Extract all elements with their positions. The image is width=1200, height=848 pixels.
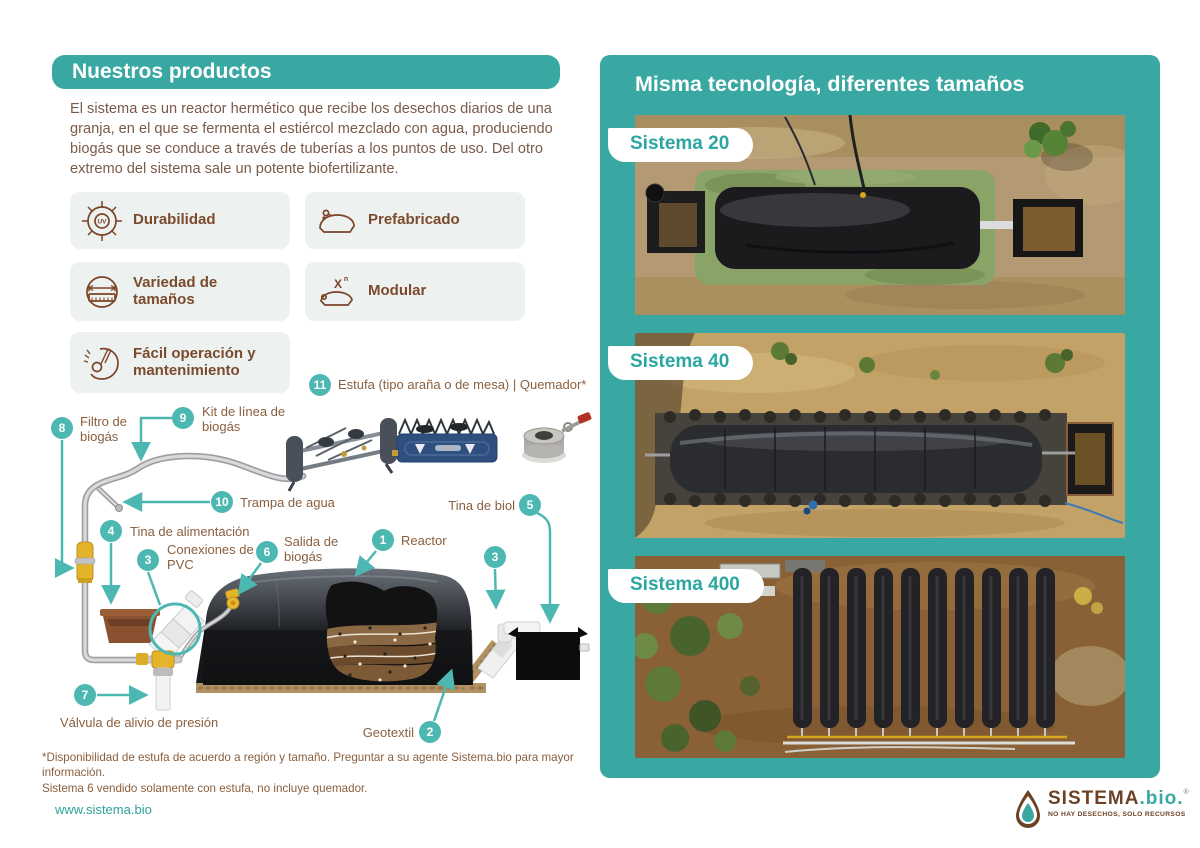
right-section-title: Misma tecnología, diferentes tamaños [635, 72, 1025, 96]
system-diagram [40, 372, 600, 750]
photo-sistema-20 [630, 115, 1125, 315]
callout-label-tina-biol: Tina de biol [448, 498, 515, 513]
uv-sun-icon [80, 199, 124, 243]
burner-photo [522, 412, 592, 463]
feature-durabilidad [70, 192, 290, 249]
left-section-title: Nuestros productos [52, 55, 560, 89]
sistema-40-label: Sistema 40 [608, 346, 753, 380]
callout-label-filtro: Filtro de biogás [80, 414, 127, 445]
logo-suffix: .bio. [1139, 788, 1184, 809]
callout-label-kit-linea: Kit de línea de biogás [202, 404, 286, 435]
callout-label-trampa: Trampa de agua [240, 495, 335, 510]
callout-label-reactor: Reactor [401, 533, 447, 548]
feature-variedad [70, 262, 290, 321]
svg-text:X: X [333, 276, 343, 291]
feature-label: Prefabricado [368, 211, 460, 229]
svg-text:n: n [343, 275, 349, 283]
intro-paragraph: El sistema es un reactor hermético que recibe los desechos diarios de una granja, en el que se fermenta el estiércol mezclado con agua, produciendo biogás que se conduce a través de tuberías a los puntos de uso. Del otro extremo del sistema sale un potente biofertilizante. [70, 101, 553, 177]
feature-label: Durabilidad [133, 211, 216, 229]
sizes-panel [600, 55, 1160, 778]
callout-badge-reactor: 1 [372, 529, 394, 551]
callout-badge-salida: 6 [256, 541, 278, 563]
photo-sistema-40 [630, 333, 1125, 538]
spider-stove-photo [286, 418, 397, 491]
callout-badge-estufa: 11 [309, 374, 331, 396]
callout-label-pvc: Conexiones de PVC [167, 542, 254, 573]
ruler-measure-icon [80, 270, 124, 314]
callout-label-geotextil: Geotextil [362, 725, 414, 740]
feature-prefabricado [305, 192, 525, 249]
logo-tagline: NO HAY DESECHOS, SOLO RECURSOS [1048, 811, 1186, 818]
feature-label: Variedad de tamaños [133, 273, 218, 308]
callout-label-tina-alimentacion: Tina de alimentación [130, 524, 250, 539]
callout-badge-geotextil: 2 [419, 721, 441, 743]
logo-text [1048, 789, 1189, 818]
footnote-line-1: *Disponibilidad de estufa de acuerdo a región y tamaño. Preguntar a su agente Sistema.bio para mayor información. [42, 751, 574, 780]
modular-xn-icon [315, 270, 359, 314]
drop-flame-icon [1014, 789, 1042, 829]
callout-badge-pvc-right: 3 [484, 546, 506, 568]
logo-brand: SISTEMA [1048, 788, 1140, 809]
footnote [42, 750, 608, 796]
callout-badge-tina-biol: 5 [519, 494, 541, 516]
feature-label: Modular [368, 282, 427, 300]
table-stove-photo [392, 420, 497, 462]
feature-modular [305, 262, 525, 321]
registered-mark: ® [1183, 789, 1189, 796]
sistema-bio-logo [1014, 789, 1189, 829]
feature-label: Fácil operación y mantenimiento [133, 344, 256, 379]
biodigester-bag-icon [315, 199, 359, 243]
callout-label-estufa: Estufa (tipo araña o de mesa) | Quemador* [338, 377, 587, 392]
svg-text:UV: UV [97, 218, 107, 225]
logo-brandline [1048, 789, 1189, 808]
callout-badge-trampa: 10 [211, 491, 233, 513]
callout-badge-tina-alimentacion: 4 [100, 520, 122, 542]
website-url: www.sistema.bio [55, 802, 152, 817]
sistema-400-label: Sistema 400 [608, 569, 764, 603]
footnote-line-2: Sistema 6 vendido solamente con estufa, no incluye quemador. [42, 781, 368, 795]
callout-badge-valvula: 7 [74, 684, 96, 706]
callout-label-valvula: Válvula de alivio de presión [60, 715, 219, 730]
photo-sistema-400 [630, 556, 1125, 758]
callout-badge-pvc-left: 3 [137, 549, 159, 571]
callout-badge-kit-linea: 9 [172, 407, 194, 429]
callout-label-salida: Salida de biogás [284, 534, 339, 565]
sistema-20-label: Sistema 20 [608, 128, 753, 162]
callout-badge-filtro: 8 [51, 417, 73, 439]
